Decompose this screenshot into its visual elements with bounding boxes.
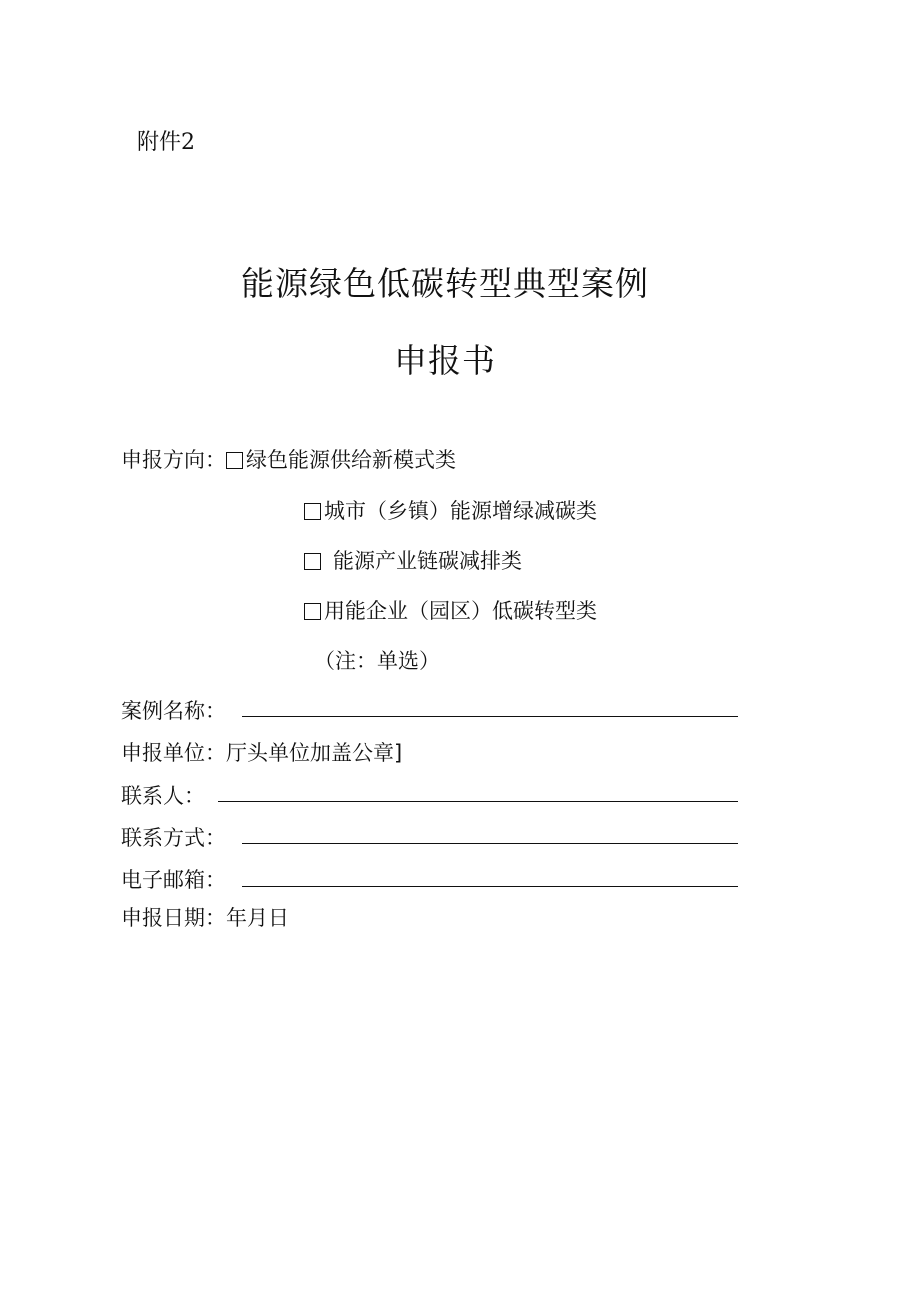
attachment-label: 附件2 xyxy=(137,130,195,155)
date-label: 申报日期： xyxy=(121,906,226,930)
direction-row-4 xyxy=(304,595,597,625)
document-title: 能源绿色低碳转型典型案例 xyxy=(241,264,649,303)
option-label-green-supply: 绿色能源供给新模式类 xyxy=(246,448,456,472)
contact-field[interactable] xyxy=(218,801,738,802)
date-value: 年月日 xyxy=(226,906,289,930)
case-name-field[interactable] xyxy=(242,716,738,717)
document-subtitle: 申报书 xyxy=(394,341,496,380)
unit-label: 申报单位： xyxy=(121,741,226,765)
unit-value: 厅头单位加盖公章] xyxy=(226,741,403,765)
email-field[interactable] xyxy=(242,886,738,887)
option-label-enterprise-park: 用能企业（园区）低碳转型类 xyxy=(324,599,597,623)
case-name-label: 案例名称： xyxy=(121,699,226,723)
option-label-urban-energy: 城市（乡镇）能源增绿减碳类 xyxy=(324,499,597,523)
option-checkbox-enterprise-park[interactable] xyxy=(304,603,321,620)
contact-method-label: 联系方式： xyxy=(121,826,226,850)
email-label: 电子邮箱： xyxy=(121,868,226,892)
single-choice-note: （注：单选） xyxy=(314,649,440,673)
option-label-industry-chain: 能源产业链碳减排类 xyxy=(333,549,522,573)
unit-row xyxy=(121,737,402,767)
direction-row-1 xyxy=(121,444,456,474)
contact-method-field[interactable] xyxy=(242,843,738,844)
direction-row-2 xyxy=(304,495,597,525)
option-checkbox-green-supply[interactable] xyxy=(226,452,243,469)
option-checkbox-urban-energy[interactable] xyxy=(304,503,321,520)
contact-label: 联系人： xyxy=(121,784,205,808)
date-row xyxy=(121,902,289,932)
direction-row-3 xyxy=(304,545,522,575)
option-checkbox-industry-chain[interactable] xyxy=(304,553,321,570)
direction-label: 申报方向： xyxy=(121,448,226,472)
